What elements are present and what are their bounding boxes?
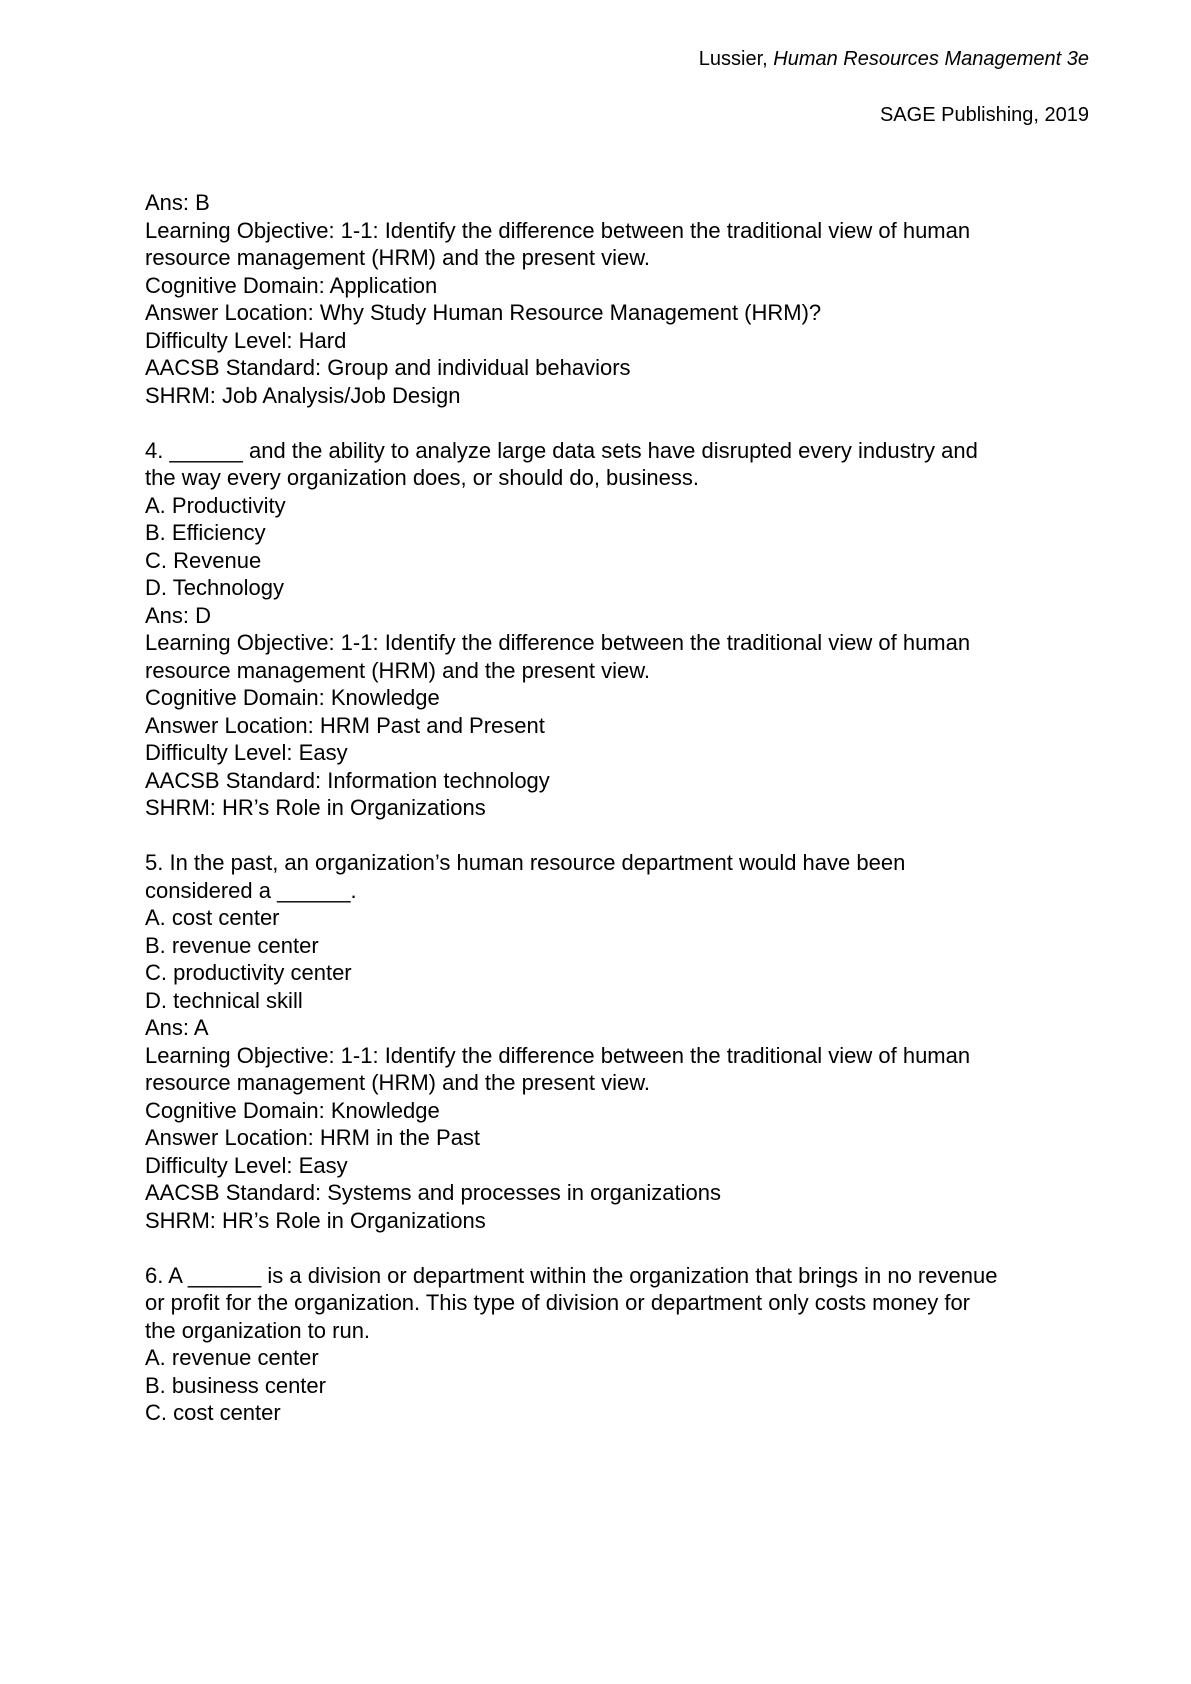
shrm-category: SHRM: Job Analysis/Job Design [145,382,461,408]
question-stem-cont: the organization to run. [145,1317,371,1343]
answer-location: Answer Location: Why Study Human Resource Management (HRM)? [145,300,822,325]
difficulty-level: Difficulty Level: Easy [145,740,348,765]
question-4-block [145,437,1095,822]
option-a: A. Productivity [145,492,286,518]
question-5-block [145,849,1095,1234]
answer-location: Answer Location: HRM in the Past [145,1125,481,1150]
option-c: C. Revenue [145,547,262,573]
question-3-answer-block [145,189,1095,409]
header-book-title: Human Resources Management 3e [773,48,1089,70]
question-stem: 5. In the past, an organization’s human resource department would have been [145,850,906,875]
option-b: B. revenue center [145,932,319,958]
question-stem-cont: considered a ______. [145,877,357,903]
cognitive-domain: Cognitive Domain: Application [145,272,438,298]
option-c: C. productivity center [145,960,352,985]
shrm-category: SHRM: HR’s Role in Organizations [145,795,486,820]
aacsb-standard: AACSB Standard: Systems and processes in organizations [145,1180,721,1205]
learning-objective-line: Learning Objective: 1-1: Identify the difference between the traditional view of human [145,630,971,655]
answer-key: Ans: A [145,1015,209,1040]
learning-objective-line: Learning Objective: 1-1: Identify the difference between the traditional view of human [145,1042,971,1068]
header-author-title [699,46,1089,72]
question-stem-cont: the way every organization does, or should do, business. [145,465,699,490]
difficulty-level: Difficulty Level: Easy [145,1152,348,1178]
option-a: A. revenue center [145,1345,319,1370]
option-b: B. Efficiency [145,520,266,545]
difficulty-level: Difficulty Level: Hard [145,327,347,353]
option-d: D. Technology [145,575,285,600]
option-c: C. cost center [145,1400,281,1425]
question-stem: 6. A ______ is a division or department within the organization that brings in no revenue [145,1262,998,1288]
question-stem-cont: or profit for the organization. This type of division or department only costs money for [145,1290,970,1315]
header-publisher: SAGE Publishing, 2019 [879,104,1089,126]
block-spacer [145,1234,1095,1262]
block-spacer [145,822,1095,850]
shrm-category: SHRM: HR’s Role in Organizations [145,1207,486,1233]
answer-location: Answer Location: HRM Past and Present [145,712,545,738]
learning-objective-line-cont: resource management (HRM) and the present view. [145,1070,651,1095]
document-body [145,189,1095,1427]
option-b: B. business center [145,1372,326,1398]
question-6-block [145,1262,1095,1427]
option-a: A. cost center [145,905,280,930]
header-author: Lussier, [698,48,774,70]
learning-objective-line-cont: resource management (HRM) and the present view. [145,245,651,270]
answer-key: Ans: B [145,190,210,215]
cognitive-domain: Cognitive Domain: Knowledge [145,1097,440,1123]
cognitive-domain: Cognitive Domain: Knowledge [145,685,440,710]
aacsb-standard: AACSB Standard: Group and individual behaviors [145,355,631,380]
answer-key: Ans: D [145,602,212,628]
question-stem: 4. ______ and the ability to analyze large data sets have disrupted every industry and [145,437,978,463]
learning-objective-line-cont: resource management (HRM) and the present view. [145,657,651,683]
option-d: D. technical skill [145,987,303,1013]
learning-objective-line: Learning Objective: 1-1: Identify the difference between the traditional view of human [145,217,971,243]
page-header [699,46,1089,128]
block-spacer [145,409,1095,437]
aacsb-standard: AACSB Standard: Information technology [145,767,550,793]
